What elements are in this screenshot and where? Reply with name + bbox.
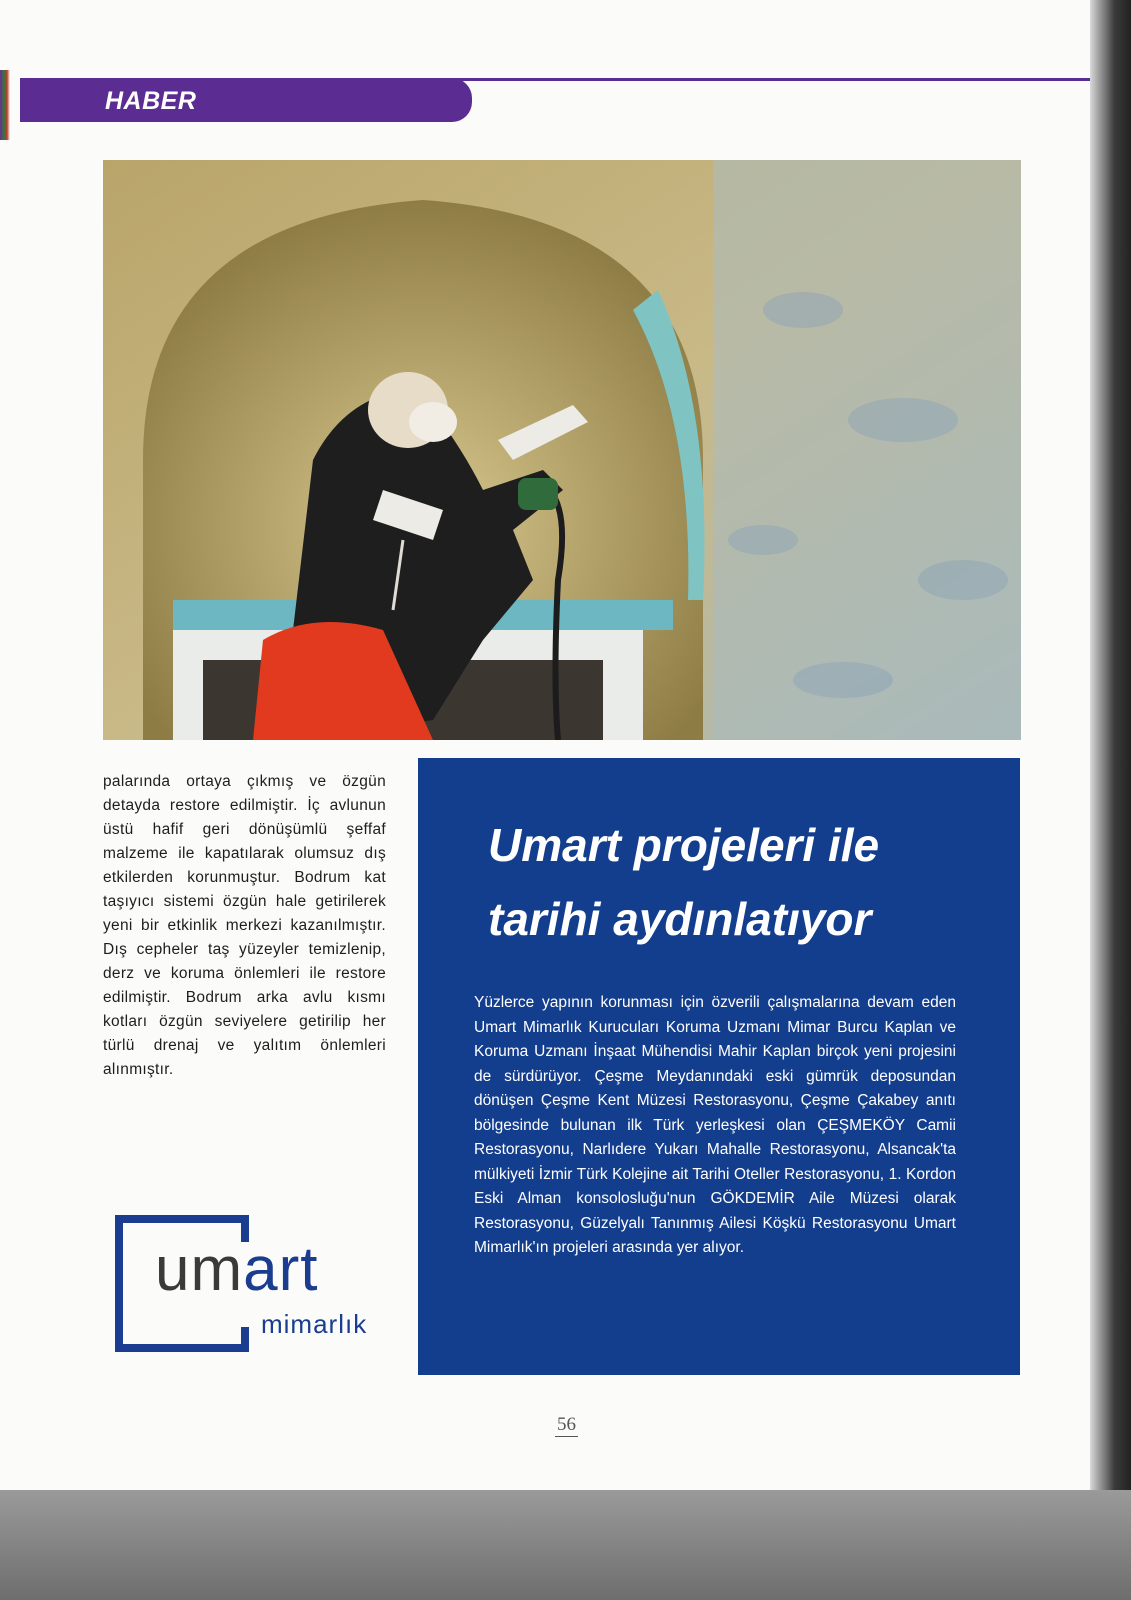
- page-edge-marks: [0, 70, 10, 140]
- logo-bracket: [115, 1215, 123, 1352]
- highlight-panel: [418, 758, 1020, 1375]
- restoration-photo-illustration: [103, 160, 1021, 740]
- article-continuation-text: palarında ortaya çıkmış ve özgün detayda restore edilmiştir. İç avlunun üstü hafif geri dönüşümlü şeffaf malzeme ile kapatılarak olumsuz dış etkilerden korunmuştur. Bodrum kat taşıyıcı sistemi özgün hale getirilerek yeni bir etkinlik merkezi kazanılmıştır. Dış cepheler taş yüzeyler temizlenip, derz ve koruma önlemleri ile restore edilmiştir. Bodrum arka avlu kısmı kotları özgün seviyelere getirilip her türlü drenaj ve yalıtım önlemleri alınmıştır.: [103, 773, 386, 1078]
- restoration-photo: [103, 160, 1021, 740]
- panel-headline: Umart projeleri ile tarihi aydınlatıyor: [488, 819, 880, 945]
- logo-wordmark: umart: [155, 1235, 319, 1304]
- section-tab: [20, 78, 472, 122]
- logo-bracket: [115, 1215, 249, 1223]
- logo-bracket: [115, 1344, 249, 1352]
- logo-bracket: [241, 1327, 249, 1352]
- panel-body-text: Yüzlerce yapının korunması için özverili çalışmalarına devam eden Umart Mimarlık Kurucuları Koruma Uzmanı Mimar Burcu Kaplan ve Koruma Uzmanı İnşaat Mühendisi Mahir Kaplan birçok yeni projesini de sürdürüyor. Çeşme Meydanındaki eski gümrük deposundan dönüşen Çeşme Kent Müzesi Restorasyonu, Çeşme Çakabey anıtı bölgesinde bulunan ilk Türk yerleşkesi olan ÇEŞMEKÖY Camii Restorasyonu, Narlıdere Yukarı Mahalle Restorasyonu, Alsancak'ta mülkiyeti İzmir Türk Kolejine ait Tarihi Oteller Restorasyonu, 1. Kordon Eski Alman konsolosluğu'nun GÖKDEMİR Aile Müzesi olarak Restorasyonu, Güzelyalı Tanınmış Ailesi Köşkü Restorasyonu Umart Mimarlık'ın projeleri arasında yer alıyor.: [474, 994, 956, 1256]
- section-label: HABER: [105, 87, 197, 115]
- umart-logo: [115, 1215, 395, 1355]
- scan-bottom-shadow: [0, 1490, 1131, 1600]
- logo-subtitle: mimarlık: [261, 1309, 368, 1339]
- page-number: 56: [557, 1414, 576, 1435]
- book-spine-shadow: [1090, 0, 1131, 1600]
